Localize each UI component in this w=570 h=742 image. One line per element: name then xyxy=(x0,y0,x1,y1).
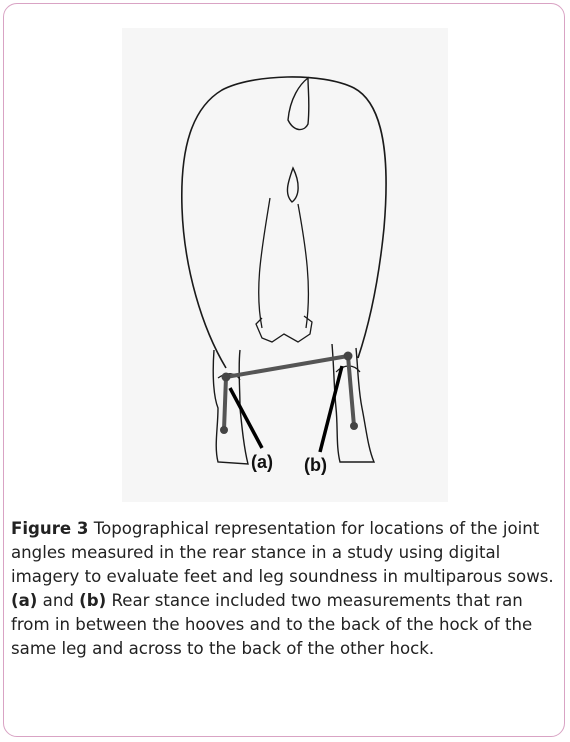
udder-region xyxy=(256,316,312,342)
right-hock-point xyxy=(344,352,353,361)
left-leg-measure-line xyxy=(224,377,226,430)
sow-rear-stance-illustration xyxy=(122,28,448,502)
caption-text-1: Topographical representation for locations of the joint angles measured in the rear stance in a study using digital imagery to evaluate feet and leg soundness in multiparous sows. xyxy=(11,519,554,586)
left-hock-point xyxy=(222,373,231,382)
label-b: (b) xyxy=(304,455,327,475)
right-inner-thigh xyxy=(298,204,308,328)
sow-body-outline xyxy=(182,77,386,368)
figure-number: Figure 3 xyxy=(11,519,89,538)
sow-tail xyxy=(288,78,309,130)
right-hoof-point xyxy=(350,422,358,430)
left-hind-leg xyxy=(213,350,248,464)
sow-vulva xyxy=(287,168,298,202)
caption-text-and: and xyxy=(37,591,80,610)
leader-line-a xyxy=(230,388,262,448)
label-a: (a) xyxy=(251,452,273,472)
caption-label-a: (a) xyxy=(11,591,38,610)
leader-line-b xyxy=(320,366,342,452)
figure-caption xyxy=(11,517,561,661)
hock-to-hock-line xyxy=(226,356,348,377)
caption-text-2: Rear stance included two measurements that ran from in between the hooves and to the back of the hock of the same leg and across to the back of the other hock. xyxy=(11,591,533,658)
left-inner-thigh xyxy=(259,198,270,328)
sow-rear-view-drawing xyxy=(122,28,448,502)
left-hoof-point xyxy=(220,426,228,434)
caption-label-b: (b) xyxy=(79,591,107,610)
